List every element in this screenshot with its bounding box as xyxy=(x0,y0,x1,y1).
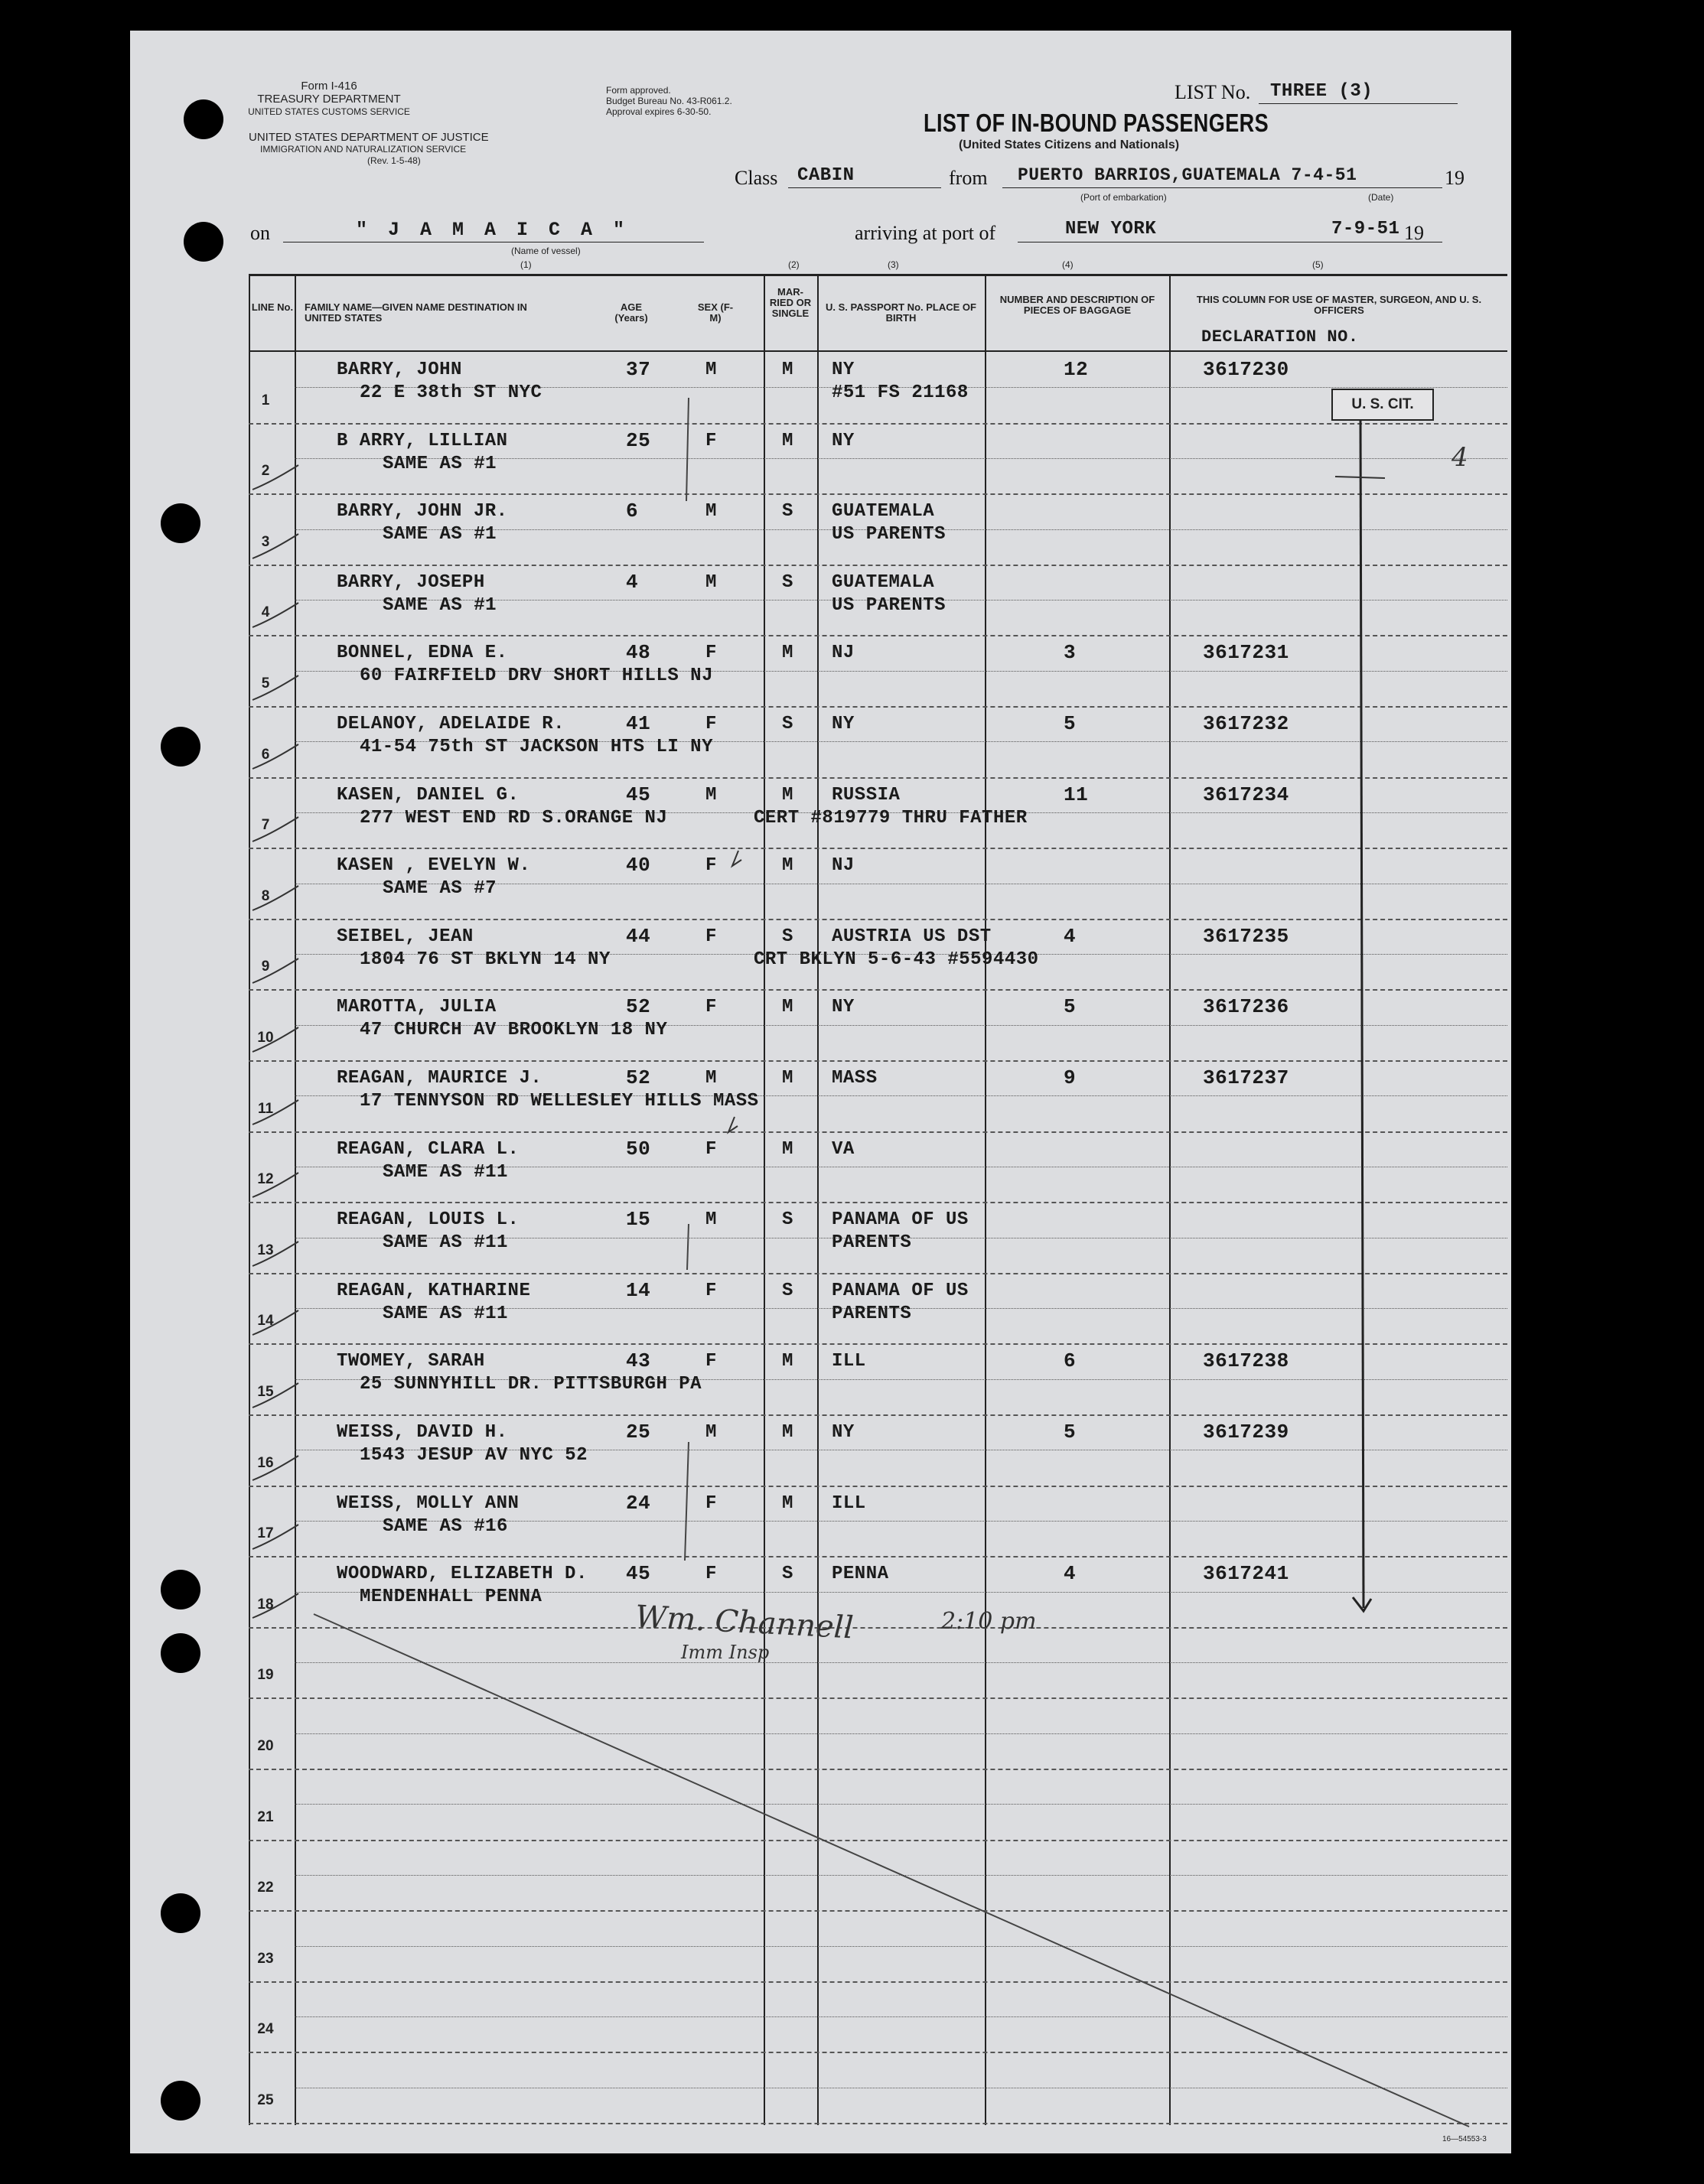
baggage-count: 4 xyxy=(1064,924,1077,948)
baggage-count: 4 xyxy=(1064,1562,1077,1586)
from-value: PUERTO BARRIOS,GUATEMALA 7-4-51 xyxy=(1018,165,1357,185)
passenger-destination: MENDENHALL PENNA xyxy=(360,1587,542,1608)
document-subtitle: (United States Citizens and Nationals) xyxy=(959,138,1180,151)
line-number: 24 xyxy=(257,2021,274,2038)
baggage-count: 12 xyxy=(1064,358,1089,381)
marital-status: M xyxy=(782,1138,793,1160)
place-of-birth: MASS xyxy=(832,1068,878,1089)
marital-status: S xyxy=(782,571,793,593)
passenger-destination: SAME AS #1 xyxy=(383,453,497,474)
marital-status: M xyxy=(782,1492,793,1514)
line-number: 16 xyxy=(257,1454,274,1471)
line-number: 1 xyxy=(261,392,270,408)
declaration-number: 3617230 xyxy=(1203,358,1289,381)
passenger-name: SEIBEL, JEAN xyxy=(337,926,474,947)
col-baggage: NUMBER AND DESCRIPTION OF PIECES OF BAGGAGE xyxy=(999,294,1155,316)
line-number: 12 xyxy=(257,1171,274,1188)
binder-hole xyxy=(161,1633,200,1673)
declaration-number: 3617238 xyxy=(1203,1349,1289,1373)
place-of-birth: VA xyxy=(832,1138,855,1160)
line-number: 6 xyxy=(261,746,270,763)
place-of-birth: NJ xyxy=(832,643,855,664)
passenger-age: 40 xyxy=(626,854,651,877)
passenger-age: 24 xyxy=(626,1491,651,1515)
declaration-number: 3617235 xyxy=(1203,924,1289,948)
inspector-signature: Wm. Channell xyxy=(634,1599,855,1646)
col-num-5: (5) xyxy=(1312,259,1324,270)
declaration-number: 3617239 xyxy=(1203,1421,1289,1444)
customs-service: UNITED STATES CUSTOMS SERVICE xyxy=(248,106,410,117)
line-number: 9 xyxy=(261,959,270,975)
line-number: 3 xyxy=(261,533,270,550)
marital-status: M xyxy=(782,784,793,806)
marital-status: M xyxy=(782,1422,793,1443)
document-title: LIST OF IN-BOUND PASSENGERS xyxy=(924,109,1269,137)
passenger-name: BARRY, JOHN JR. xyxy=(337,501,508,522)
passport-detail: #51 FS 21168 xyxy=(832,382,969,403)
marital-status: S xyxy=(782,1564,793,1585)
form-number: Form I-416 xyxy=(301,80,357,93)
signature-time: 2:10 pm xyxy=(941,1608,1037,1635)
passenger-destination: 17 TENNYSON RD WELLESLEY HILLS MASS xyxy=(360,1091,759,1112)
marital-status: M xyxy=(782,430,793,451)
budget-bureau: Budget Bureau No. 43-R061.2. xyxy=(606,96,732,106)
arrival-date: 7-9-51 xyxy=(1331,219,1400,239)
passenger-sex: M xyxy=(705,360,717,380)
passenger-name: REAGAN, LOUIS L. xyxy=(337,1209,520,1231)
passenger-name: WEISS, MOLLY ANN xyxy=(337,1492,520,1514)
baggage-count: 9 xyxy=(1064,1066,1077,1089)
place-of-birth: NY xyxy=(832,430,855,451)
marital-status: M xyxy=(782,855,793,877)
passenger-sex: F xyxy=(705,997,717,1018)
binder-hole xyxy=(161,1893,200,1933)
place-of-birth: NY xyxy=(832,714,855,734)
line-number: 15 xyxy=(257,1384,274,1400)
passenger-sex: M xyxy=(705,1068,717,1089)
class-label: Class xyxy=(735,167,778,189)
binder-hole xyxy=(161,727,200,767)
place-of-birth: NY xyxy=(832,360,855,380)
baggage-count: 5 xyxy=(1064,995,1077,1019)
passport-detail: CERT #819779 THRU FATHER xyxy=(754,807,1028,828)
baggage-count: 3 xyxy=(1064,641,1077,665)
passenger-age: 50 xyxy=(626,1137,651,1160)
passenger-age: 4 xyxy=(626,570,639,594)
passenger-sex: F xyxy=(705,1138,717,1160)
passenger-name: BARRY, JOSEPH xyxy=(337,571,485,593)
line-number: 19 xyxy=(257,1667,274,1684)
col-num-4: (4) xyxy=(1062,259,1074,270)
passenger-destination: SAME AS #11 xyxy=(383,1161,508,1183)
marital-status: M xyxy=(782,1068,793,1089)
passenger-age: 52 xyxy=(626,1066,651,1089)
passenger-destination: SAME AS #1 xyxy=(383,524,497,545)
line-number: 23 xyxy=(257,1950,274,1967)
passenger-age: 37 xyxy=(626,358,651,381)
line-number: 13 xyxy=(257,1242,274,1258)
baggage-count: 5 xyxy=(1064,1421,1077,1444)
passenger-destination: SAME AS #16 xyxy=(383,1515,508,1537)
col-sex: SEX (F-M) xyxy=(697,301,734,324)
passenger-age: 45 xyxy=(626,783,651,806)
ins: IMMIGRATION AND NATURALIZATION SERVICE xyxy=(260,144,467,155)
passport-detail: PARENTS xyxy=(832,1232,912,1254)
line-number: 8 xyxy=(261,887,270,904)
line-number: 10 xyxy=(257,1030,274,1046)
place-of-birth: NY xyxy=(832,1422,855,1443)
date-caption: (Date) xyxy=(1368,192,1394,203)
passenger-destination: 277 WEST END RD S.ORANGE NJ xyxy=(360,807,668,828)
passenger-age: 52 xyxy=(626,995,651,1019)
passport-detail: US PARENTS xyxy=(832,524,946,545)
line-number: 4 xyxy=(261,604,270,621)
place-of-birth: NJ xyxy=(832,855,855,877)
place-of-birth: PANAMA OF US xyxy=(832,1280,969,1301)
binder-hole xyxy=(161,1570,200,1610)
passenger-age: 44 xyxy=(626,924,651,948)
passenger-name: DELANOY, ADELAIDE R. xyxy=(337,714,565,734)
passenger-destination: 41-54 75th ST JACKSON HTS LI NY xyxy=(360,737,713,757)
baggage-count: 11 xyxy=(1064,783,1089,806)
port-caption: (Port of embarkation) xyxy=(1080,192,1167,203)
declaration-number: 3617232 xyxy=(1203,712,1289,735)
passenger-destination: SAME AS #11 xyxy=(383,1303,508,1324)
class-value: CABIN xyxy=(797,165,855,186)
passenger-destination: 60 FAIRFIELD DRV SHORT HILLS NJ xyxy=(360,666,713,687)
margin-mark: 4 xyxy=(1451,442,1468,473)
declaration-number: 3617234 xyxy=(1203,783,1289,806)
binder-hole xyxy=(161,503,200,543)
passenger-age: 45 xyxy=(626,1562,651,1586)
arriving-label: arriving at port of xyxy=(855,222,996,244)
form-approved: Form approved. xyxy=(606,85,671,96)
passenger-age: 15 xyxy=(626,1208,651,1232)
col-passport: U. S. PASSPORT No. PLACE OF BIRTH xyxy=(826,301,976,324)
passenger-destination: 47 CHURCH AV BROOKLYN 18 NY xyxy=(360,1020,668,1041)
line-number: 11 xyxy=(257,1100,274,1117)
col-num-3: (3) xyxy=(888,259,899,270)
col-line: LINE No. xyxy=(251,301,294,313)
passenger-name: BONNEL, EDNA E. xyxy=(337,643,508,664)
passenger-age: 25 xyxy=(626,428,651,452)
marital-status: M xyxy=(782,1351,793,1372)
marital-status: S xyxy=(782,926,793,947)
handwritten-marks xyxy=(130,31,1511,2153)
passenger-destination: SAME AS #11 xyxy=(383,1232,508,1254)
place-of-birth: RUSSIA xyxy=(832,784,901,806)
passenger-age: 6 xyxy=(626,500,639,523)
list-no-value: THREE (3) xyxy=(1270,81,1373,102)
passenger-destination: SAME AS #1 xyxy=(383,594,497,616)
passenger-sex: F xyxy=(705,430,717,451)
binder-hole xyxy=(184,222,223,262)
col-married: MAR- RIED OR SINGLE xyxy=(769,286,812,319)
passenger-sex: F xyxy=(705,926,717,947)
arrival-port: NEW YORK xyxy=(1065,219,1157,239)
passenger-name: B ARRY, LILLIAN xyxy=(337,430,508,451)
marital-status: S xyxy=(782,501,793,522)
line-number: 2 xyxy=(261,463,270,480)
list-no-label: LIST No. xyxy=(1175,81,1251,103)
approval-expires: Approval expires 6-30-50. xyxy=(606,106,712,117)
passenger-name: WEISS, DAVID H. xyxy=(337,1422,508,1443)
signature-title: Imm Insp xyxy=(681,1642,770,1663)
marital-status: M xyxy=(782,997,793,1018)
passenger-name: TWOMEY, SARAH xyxy=(337,1351,485,1372)
passenger-sex: M xyxy=(705,1209,717,1231)
declaration-number: 3617236 xyxy=(1203,995,1289,1019)
vessel-caption: (Name of vessel) xyxy=(511,246,581,256)
place-of-birth: PANAMA OF US xyxy=(832,1209,969,1231)
baggage-count: 5 xyxy=(1064,712,1077,735)
line-number: 25 xyxy=(257,2092,274,2108)
place-of-birth: ILL xyxy=(832,1492,866,1514)
marital-status: S xyxy=(782,714,793,734)
marital-status: M xyxy=(782,360,793,380)
place-of-birth: ILL xyxy=(832,1351,866,1372)
passport-detail: CRT BKLYN 5-6-43 #5594430 xyxy=(754,949,1039,970)
passenger-name: MAROTTA, JULIA xyxy=(337,997,497,1018)
passenger-sex: F xyxy=(705,714,717,734)
col-num-1: (1) xyxy=(520,259,532,270)
col-age: AGE (Years) xyxy=(614,301,648,324)
passenger-sex: F xyxy=(705,643,717,664)
col-declaration: DECLARATION NO. xyxy=(1201,327,1359,347)
binder-hole xyxy=(184,99,223,139)
doj: UNITED STATES DEPARTMENT OF JUSTICE xyxy=(249,131,489,144)
passenger-sex: F xyxy=(705,855,717,877)
place-of-birth: PENNA xyxy=(832,1564,889,1585)
from-year: 19 xyxy=(1445,167,1465,189)
passenger-age: 25 xyxy=(626,1421,651,1444)
passenger-destination: SAME AS #7 xyxy=(383,878,497,900)
passenger-name: KASEN, DANIEL G. xyxy=(337,784,520,806)
passenger-sex: F xyxy=(705,1492,717,1514)
line-number: 7 xyxy=(261,817,270,834)
passport-detail: PARENTS xyxy=(832,1303,912,1324)
passenger-name: REAGAN, CLARA L. xyxy=(337,1138,520,1160)
marital-status: S xyxy=(782,1280,793,1301)
place-of-birth: GUATEMALA xyxy=(832,501,935,522)
passport-detail: US PARENTS xyxy=(832,594,946,616)
place-of-birth: AUSTRIA US DST xyxy=(832,926,992,947)
col-name: FAMILY NAME—GIVEN NAME DESTINATION IN UNITED STATES xyxy=(305,301,527,324)
treasury-dept: TREASURY DEPARTMENT xyxy=(257,93,401,106)
from-label: from xyxy=(949,167,988,189)
on-label: on xyxy=(250,222,270,244)
passenger-age: 48 xyxy=(626,641,651,665)
passenger-age: 43 xyxy=(626,1349,651,1373)
passenger-name: REAGAN, KATHARINE xyxy=(337,1280,531,1301)
marital-status: M xyxy=(782,643,793,664)
passenger-name: REAGAN, MAURICE J. xyxy=(337,1068,542,1089)
us-citizen-stamp: U. S. CIT. xyxy=(1331,389,1434,421)
line-number: 14 xyxy=(257,1313,274,1330)
passenger-sex: M xyxy=(705,784,717,806)
passenger-name: BARRY, JOHN xyxy=(337,360,462,380)
passenger-age: 14 xyxy=(626,1278,651,1302)
footer-code: 16—54553-3 xyxy=(1442,2135,1487,2143)
declaration-number: 3617237 xyxy=(1203,1066,1289,1089)
line-number: 20 xyxy=(257,1738,274,1754)
passenger-sex: M xyxy=(705,501,717,522)
declaration-number: 3617231 xyxy=(1203,641,1289,665)
passenger-sex: F xyxy=(705,1564,717,1585)
passenger-destination: 1543 JESUP AV NYC 52 xyxy=(360,1445,588,1466)
passenger-sex: M xyxy=(705,571,717,593)
line-number: 18 xyxy=(257,1596,274,1613)
line-number: 22 xyxy=(257,1880,274,1896)
passenger-age: 41 xyxy=(626,712,651,735)
passenger-sex: F xyxy=(705,1351,717,1372)
col-officers: THIS COLUMN FOR USE OF MASTER, SURGEON, AND U. S. OFFICERS xyxy=(1196,294,1482,316)
passenger-sex: M xyxy=(705,1422,717,1443)
baggage-count: 6 xyxy=(1064,1349,1077,1373)
line-number: 5 xyxy=(261,675,270,692)
marital-status: S xyxy=(782,1209,793,1231)
place-of-birth: GUATEMALA xyxy=(832,571,935,593)
place-of-birth: NY xyxy=(832,997,855,1018)
arrival-year: 19 xyxy=(1404,222,1424,244)
binder-hole xyxy=(161,2081,200,2121)
passenger-sex: F xyxy=(705,1280,717,1301)
document-page xyxy=(130,31,1511,2153)
passenger-name: WOODWARD, ELIZABETH D. xyxy=(337,1564,588,1585)
col-num-2: (2) xyxy=(788,259,800,270)
vessel-name: " J A M A I C A " xyxy=(356,219,630,241)
passenger-destination: 1804 76 ST BKLYN 14 NY xyxy=(360,949,611,970)
passenger-destination: 25 SUNNYHILL DR. PITTSBURGH PA xyxy=(360,1374,702,1395)
passenger-destination: 22 E 38th ST NYC xyxy=(360,382,542,403)
revision: (Rev. 1-5-48) xyxy=(367,155,421,166)
line-number: 21 xyxy=(257,1808,274,1825)
passenger-name: KASEN , EVELYN W. xyxy=(337,855,531,877)
line-number: 17 xyxy=(257,1525,274,1542)
declaration-number: 3617241 xyxy=(1203,1562,1289,1586)
